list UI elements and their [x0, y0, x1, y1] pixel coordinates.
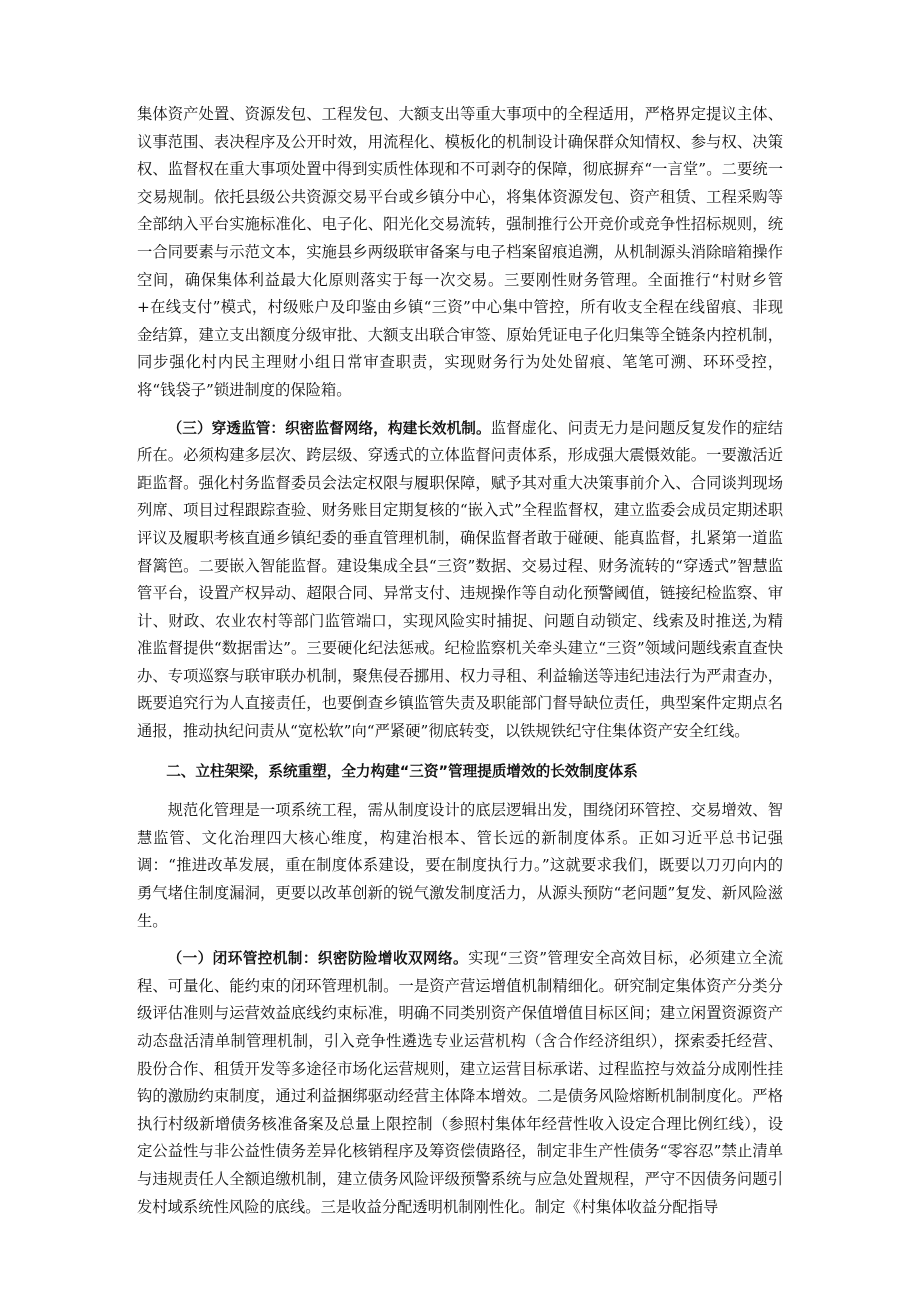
- subsection-1-body: 实现“三资”管理安全高效目标，必须建立全流程、可量化、能约束的闭环管理机制。一是资产营运增值机制精细化。研究制定集体资产分类分级评估准则与运营效益底线约束标准，明确不同类别资产保值增值目标区间；建立闲置资源资产动态盘活清单制管理机制，引入竞争性遴选专业运营机构（含合作经济组织），探索委托经营、股份合作、租赁开发等多途径市场化运营规则，建立运营目标承诺、过程监控与效益分成刚性挂钩的激励约束制度，通过利益捆绑驱动经营主体降本增效。二是债务风险熔断机制制度化。严格执行村级新增债务核准备案及总量上限控制（参照村集体年经营性收入设定合理比例红线），设定公益性与非公益性债务差异化核销程序及筹资偿债路径，制定非生产性债务“零容忍”禁止清单与违规责任人全额追缴机制，建立债务风险评级预警系统与应急处置规程，严守不因债务问题引发村域系统性风险的底线。三是收益分配透明机制刚性化。制定《村集体收益分配指导: [137, 949, 783, 1216]
- section-2-heading: 二、立柱架梁，系统重塑，全力构建“三资”管理提质增效的长效制度体系: [166, 762, 638, 780]
- section-3-lead: （三）穿透监管：织密监督网络，构建长效机制。: [167, 419, 491, 437]
- section-3-body: 监督虚化、问责无力是问题反复发作的症结所在。必须构建多层次、跨层级、穿透式的立体监督问责体系，形成强大震慑效能。一要激活近距监督。强化村务监督委员会法定权限与履职保障，赋予其对重大决策事前介入、合同谈判现场列席、项目过程跟踪查验、财务账目定期复核的“嵌入式”全程监督权，建立监委会成员定期述职评议及履职考核直通乡镇纪委的垂直管理机制，确保监督者敢于碰硬、能真监督，扎紧第一道监督篱笆。二要嵌入智能监督。建设集成全县“三资”数据、交易过程、财务流转的“穿透式”智慧监管平台，设置产权异动、超限合同、异常支付、违规操作等自动化预警阈值，链接纪检监察、审计、财政、农业农村等部门监管端口，实现风险实时捕捉、问题自动锁定、线索及时推送,为精准监督提供“数据雷达”。三要硬化纪法惩戒。纪检监察机关牵头建立“三资”领域问题线索直查快办、专项巡察与联审联办机制，聚焦侵吞挪用、权力寻租、利益输送等违纪违法行为严肃查办，既要追究行为人直接责任，也要倒查乡镇监管失责及职能部门督导缺位责任，典型案件定期点名通报，推动执纪问责从“宽松软”向“严紧硬”彻底转变，以铁规铁纪守住集体资产安全红线。: [137, 418, 783, 741]
- paragraph-section-3: [137, 415, 783, 746]
- subsection-1-lead: （一）闭环管控机制：织密防险增收双网络。: [167, 950, 469, 968]
- document-page: [137, 101, 783, 1221]
- paragraph-subsection-1: [137, 945, 783, 1221]
- section-2-intro: 规范化管理是一项系统工程，需从制度设计的底层逻辑出发，围绕闭环管控、交易增效、智慧监管、文化治理四大核心维度，构建治根本、管长远的新制度体系。正如习近平总书记强调：“推进改革发展，重在制度体系建设，要在制度执行力。”这就要求我们，既要以刀刃向内的勇气堵住制度漏洞，更要以改革创新的锐气激发制度活力，从源头预防“老问题”复发、新风险滋生。: [137, 801, 783, 930]
- paragraph-continuation: 集体资产处置、资源发包、工程发包、大额支出等重大事项中的全程适用，严格界定提议主体、议事范围、表决程序及公开时效，用流程化、模板化的机制设计确保群众知情权、参与权、决策权、监督权在重大事项处置中得到实质性体现和不可剥夺的保障，彻底摒弃“一言堂”。二要统一交易规制。依托县级公共资源交易平台或乡镇分中心，将集体资源发包、资产租赁、工程采购等全部纳入平台实施标准化、电子化、阳光化交易流转，强制推行公开竞价或竞争性招标规则，统一合同要素与示范文本，实施县乡两级联审备案与电子档案留痕追溯，从机制源头消除暗箱操作空间，确保集体利益最大化原则落实于每一次交易。三要刚性财务管理。全面推行“村财乡管+在线支付”模式，村级账户及印鉴由乡镇“三资”中心集中管控，所有收支全程在线留痕、非现金结算，建立支出额度分级审批、大额支出联合审签、原始凭证电子化归集等全链条内控机制，同步强化村内民主理财小组日常审查职责，实现财务行为处处留痕、笔笔可溯、环环受控，将“钱袋子”锁进制度的保险箱。: [137, 105, 783, 399]
